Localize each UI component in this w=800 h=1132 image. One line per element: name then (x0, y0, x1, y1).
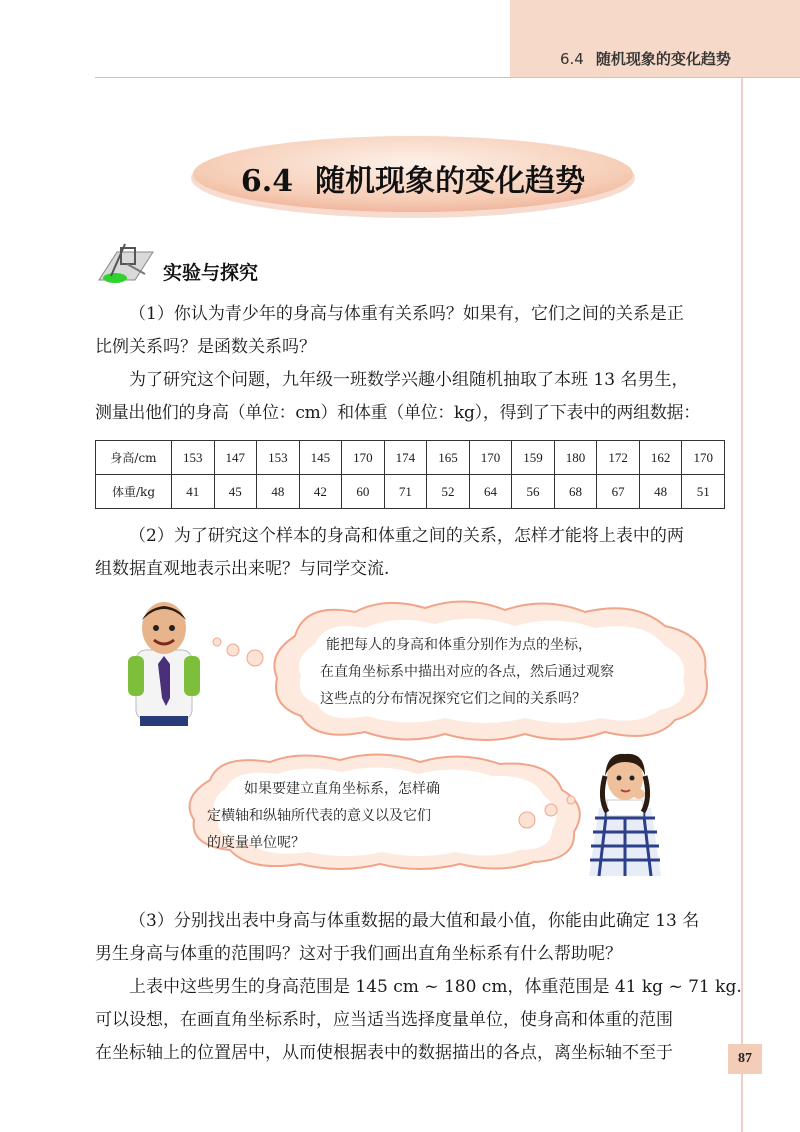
bubble-dots (505, 790, 585, 830)
height-cell: 153 (172, 441, 215, 475)
question-1 (95, 298, 735, 430)
text-line: （3）分别找出表中身高与体重数据的最大值和最小值，你能由此确定 13 名 (129, 911, 700, 931)
question-2 (95, 520, 735, 586)
height-cell: 170 (342, 441, 385, 475)
text-line: （2）为了研究这个样本的身高和体重之间的关系，怎样才能将上表中的两 (129, 526, 684, 546)
weight-cell: 60 (342, 475, 385, 509)
weight-cell: 52 (427, 475, 470, 509)
page-title (188, 156, 638, 200)
banner-section-name: 随机现象的变化趋势 (315, 164, 586, 199)
header-divider (95, 77, 800, 78)
row-label-weight: 体重/kg (96, 475, 172, 509)
weight-cell: 64 (469, 475, 512, 509)
bubble-text-line: 这些点的分布情况探究它们之间的关系吗？ (320, 691, 586, 707)
section-heading: 实验与探究 (163, 262, 259, 284)
height-cell: 170 (682, 441, 725, 475)
height-cell: 147 (214, 441, 257, 475)
experiment-icon (95, 238, 159, 288)
height-cell: 165 (427, 441, 470, 475)
height-cell: 170 (469, 441, 512, 475)
bubble-text-line: 在直角坐标系中描出对应的各点，然后通过观察 (320, 664, 614, 680)
weight-cell: 56 (512, 475, 555, 509)
header-section-name: 随机现象的变化趋势 (595, 50, 731, 68)
weight-cell: 51 (682, 475, 725, 509)
boy-illustration (110, 598, 218, 728)
text-line: 组数据直观地表示出来呢？与同学交流. (95, 559, 390, 579)
text-line: 男生身高与体重的范围吗？这对于我们画出直角坐标系有什么帮助呢？ (95, 944, 622, 964)
running-header (560, 48, 780, 70)
text-line: 在坐标轴上的位置居中，从而使根据表中的数据描出的各点，离坐标轴不至于 (95, 1043, 673, 1063)
header-section-number: 6.4 (560, 50, 584, 68)
weight-cell: 68 (554, 475, 597, 509)
height-cell: 172 (597, 441, 640, 475)
weight-cell: 48 (639, 475, 682, 509)
banner-section-number: 6.4 (240, 164, 294, 199)
page-number: 87 (728, 1044, 762, 1074)
bubble-text-line: 定横轴和纵轴所代表的意义以及它们 (207, 808, 431, 824)
section-banner (188, 132, 638, 220)
question-3 (95, 905, 742, 1070)
text-line: 比例关系吗？是函数关系吗？ (95, 337, 316, 357)
weight-cell: 45 (214, 475, 257, 509)
height-cell: 162 (639, 441, 682, 475)
text-line: 可以设想，在画直角坐标系时，应当适当选择度量单位，使身高和体重的范围 (95, 1010, 673, 1030)
bubble-text-line: 的度量单位呢？ (207, 835, 305, 851)
height-cell: 153 (257, 441, 300, 475)
text-line: （1）你认为青少年的身高与体重有关系吗？如果有，它们之间的关系是正 (129, 304, 684, 324)
weight-cell: 71 (384, 475, 427, 509)
height-cell: 159 (512, 441, 555, 475)
row-label-height: 身高/cm (96, 441, 172, 475)
bubble-text-line: 能把每人的身高和体重分别作为点的坐标， (326, 637, 592, 653)
height-cell: 145 (299, 441, 342, 475)
height-weight-table (95, 440, 725, 509)
weight-cell: 42 (299, 475, 342, 509)
text-line: 上表中这些男生的身高范围是 145 cm ~ 180 cm，体重范围是 41 kg ~ 71 kg. (129, 977, 742, 997)
text-line: 为了研究这个问题，九年级一班数学兴趣小组随机抽取了本班 13 名男生， (129, 370, 689, 390)
table-row (96, 475, 725, 509)
height-cell: 174 (384, 441, 427, 475)
bubble-text-line: 如果要建立直角坐标系，怎样确 (244, 781, 440, 797)
table-row (96, 441, 725, 475)
weight-cell: 41 (172, 475, 215, 509)
height-cell: 180 (554, 441, 597, 475)
girl-illustration (585, 748, 665, 880)
weight-cell: 48 (257, 475, 300, 509)
weight-cell: 67 (597, 475, 640, 509)
text-line: 测量出他们的身高（单位：cm）和体重（单位：kg），得到了下表中的两组数据： (95, 403, 700, 423)
